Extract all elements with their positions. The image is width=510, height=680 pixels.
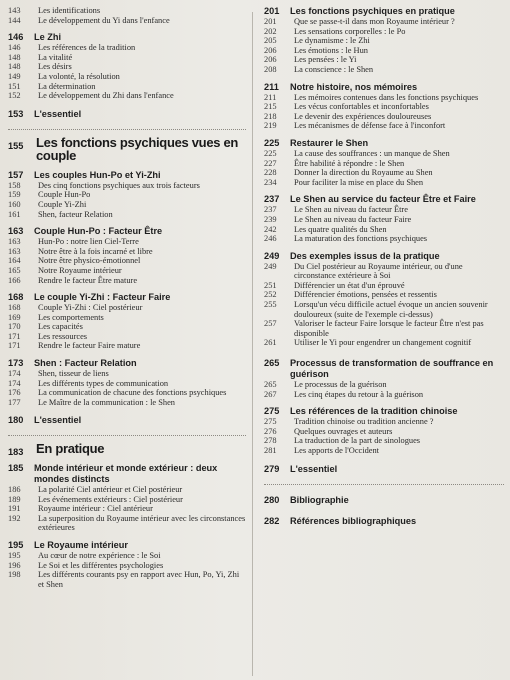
toc-section-heading[interactable] <box>264 464 504 475</box>
toc-entry[interactable] <box>264 281 504 291</box>
entry-title: Rendre le facteur Faire mature <box>38 341 141 351</box>
page-number: 144 <box>8 15 21 25</box>
entry-title: La détermination <box>38 81 96 91</box>
page-number: 183 <box>8 447 24 458</box>
toc-section-heading[interactable] <box>264 516 504 527</box>
page-number: 239 <box>264 214 277 224</box>
page-number: 198 <box>8 570 21 580</box>
entry-title: L'essentiel <box>290 463 338 474</box>
toc-entry[interactable] <box>8 82 246 92</box>
toc-entry[interactable] <box>264 178 504 188</box>
page-number: 155 <box>8 140 24 151</box>
entry-title: Notre histoire, nos mémoires <box>290 81 418 92</box>
entry-title: Le Shen au niveau du facteur Faire <box>294 214 412 224</box>
page-number: 208 <box>264 64 277 74</box>
page-number: 282 <box>264 515 280 526</box>
entry-title: Shen, tisseur de liens <box>38 369 109 379</box>
entry-title: Shen : Facteur Relation <box>34 358 137 369</box>
page-number: 163 <box>8 226 24 237</box>
page-number: 267 <box>264 389 277 399</box>
toc-section-heading[interactable] <box>8 170 246 181</box>
page-number: 168 <box>8 292 24 303</box>
toc-entry[interactable] <box>264 17 504 27</box>
toc-entry[interactable] <box>264 390 504 400</box>
toc-section-heading[interactable] <box>8 463 246 485</box>
toc-entry[interactable] <box>8 91 246 101</box>
entry-title: La communication de chacune des fonctions psychiques <box>38 388 227 398</box>
page-number: 242 <box>264 224 277 234</box>
toc-entry[interactable] <box>8 72 246 82</box>
page-number: 170 <box>8 322 21 332</box>
page-number: 169 <box>8 312 21 322</box>
toc-entry[interactable] <box>8 210 246 220</box>
page-number: 227 <box>264 158 277 168</box>
entry-title: Utiliser le Yi pour engendrer un changement cognitif <box>294 338 472 348</box>
entry-title: Shen, facteur Relation <box>38 209 113 219</box>
entry-title: Le couple Yi-Zhi : Facteur Faire <box>34 292 171 303</box>
toc-entry[interactable] <box>264 215 504 225</box>
page-number: 163 <box>8 246 21 256</box>
page-number: 151 <box>8 81 21 91</box>
page-number: 280 <box>264 494 280 505</box>
entry-title: Le Royaume intérieur <box>34 539 128 550</box>
toc-entry[interactable] <box>8 62 246 72</box>
toc-section-heading[interactable] <box>8 358 246 369</box>
page-number: 174 <box>8 378 21 388</box>
page-number: 189 <box>8 494 21 504</box>
entry-title: Le Shen au niveau du facteur Être <box>294 205 408 215</box>
entry-title: Les ressources <box>38 331 88 341</box>
page-number: 249 <box>264 261 277 271</box>
toc-entry[interactable] <box>264 300 504 319</box>
page-number: 202 <box>264 26 277 36</box>
toc-entry[interactable] <box>264 27 504 37</box>
toc-entry[interactable] <box>264 234 504 244</box>
entry-title: La volonté, la résolution <box>38 71 120 81</box>
entry-title: Les mémoires contenues dans les fonctions psychiques <box>294 92 479 102</box>
toc-entry[interactable] <box>8 276 246 286</box>
toc-entry[interactable] <box>264 102 504 112</box>
toc-entry[interactable] <box>8 495 246 505</box>
entry-title: L'essentiel <box>34 415 82 426</box>
toc-entry[interactable] <box>264 290 504 300</box>
toc-entry[interactable] <box>8 341 246 351</box>
entry-title: Le dynamisme : le Zhi <box>294 36 370 46</box>
toc-entry[interactable] <box>264 93 504 103</box>
toc-part-heading[interactable] <box>8 136 246 163</box>
page-number: 153 <box>8 108 24 119</box>
page-number: 152 <box>8 91 21 101</box>
entry-title: Les différents courants psy en rapport avec Hun, Po, Yi, Zhi et Shen <box>38 570 240 589</box>
toc-section-heading[interactable] <box>264 138 504 149</box>
page-number: 158 <box>8 180 21 190</box>
entry-title: Donner la direction du Royaume au Shen <box>294 168 433 178</box>
page-number: 160 <box>8 199 21 209</box>
page-number: 180 <box>8 415 24 426</box>
page-number: 206 <box>264 45 277 55</box>
toc-section-heading[interactable] <box>8 292 246 303</box>
entry-title: La polarité Ciel antérieur et Ciel postérieur <box>38 484 183 494</box>
page-number: 275 <box>264 406 280 417</box>
entry-title: La vitalité <box>38 52 73 62</box>
toc-section-heading[interactable] <box>8 540 246 551</box>
entry-title: Couple Hun-Po <box>38 190 91 200</box>
toc-entry[interactable] <box>8 388 246 398</box>
page-number: 166 <box>8 275 21 285</box>
page-number: 278 <box>264 436 277 446</box>
entry-title: Que se passe-t-il dans mon Royaume intérieur ? <box>294 17 455 26</box>
entry-title: Le Zhi <box>34 32 62 43</box>
page-number: 146 <box>8 43 21 53</box>
toc-entry[interactable] <box>8 200 246 210</box>
page-number: 257 <box>264 319 277 329</box>
toc-entry[interactable] <box>264 121 504 131</box>
entry-title: Les fonctions psychiques vues en couple <box>36 134 239 164</box>
toc-entry[interactable] <box>8 247 246 257</box>
entry-title: Les sensations corporelles : le Po <box>294 26 406 36</box>
page-number: 218 <box>264 111 277 121</box>
toc-section-heading[interactable] <box>8 415 246 426</box>
entry-title: La cause des souffrances : un manque de Shen <box>294 148 450 158</box>
page-number: 174 <box>8 369 21 379</box>
page-number: 177 <box>8 397 21 407</box>
entry-title: Les désirs <box>38 62 72 72</box>
entry-title: Tradition chinoise ou tradition ancienne ? <box>294 417 434 427</box>
page-number: 234 <box>264 177 277 187</box>
toc-section-heading[interactable] <box>264 358 504 380</box>
page-number: 225 <box>264 148 277 158</box>
entry-title: Des cinq fonctions psychiques aux trois facteurs <box>38 180 200 190</box>
entry-title: Le processus de la guérison <box>294 380 387 390</box>
page-number: 165 <box>8 265 21 275</box>
entry-title: Les apports de l'Occident <box>294 446 379 455</box>
entry-title: Le Shen au service du facteur Être et Faire <box>290 194 476 205</box>
toc-section-heading[interactable] <box>264 251 504 262</box>
entry-title: En pratique <box>36 441 105 457</box>
toc-entry[interactable] <box>264 446 504 456</box>
entry-title: Couple Yi-Zhi : Ciel postérieur <box>38 303 143 313</box>
entry-title: Les différents types de communication <box>38 378 169 388</box>
toc-entry[interactable] <box>8 570 246 589</box>
entry-title: Les cinq étapes du retour à la guérison <box>294 389 424 399</box>
entry-title: Les fonctions psychiques en pratique <box>290 6 455 16</box>
toc-left-column <box>8 6 246 589</box>
entry-title: Couple Hun-Po : Facteur Être <box>34 226 163 237</box>
toc-entry[interactable] <box>8 303 246 313</box>
page-number: 251 <box>264 280 277 290</box>
entry-title: Les références de la tradition chinoise <box>290 406 458 417</box>
toc-entry[interactable] <box>264 205 504 215</box>
toc-section-heading[interactable] <box>8 226 246 237</box>
page-number: 219 <box>264 121 277 131</box>
toc-entry[interactable] <box>264 427 504 437</box>
toc-entry[interactable] <box>8 53 246 63</box>
entry-title: Les événements extérieurs : Ciel postérieur <box>38 494 183 504</box>
entry-title: Pour faciliter la mise en place du Shen <box>294 177 424 187</box>
page-number: 206 <box>264 55 277 65</box>
page-number: 211 <box>264 81 279 92</box>
entry-title: Les couples Hun-Po et Yi-Zhi <box>34 169 161 180</box>
toc-entry[interactable] <box>264 338 504 348</box>
entry-title: Les quatre qualités du Shen <box>294 224 387 234</box>
page-number: 205 <box>264 36 277 46</box>
page-number: 195 <box>8 539 24 550</box>
section-divider <box>8 435 246 436</box>
toc-section-heading[interactable] <box>264 6 504 17</box>
toc-entry[interactable] <box>264 168 504 178</box>
entry-title: Couple Yi-Zhi <box>38 199 87 209</box>
page-number: 192 <box>8 513 21 523</box>
entry-title: Au cœur de notre expérience : le Soi <box>38 550 161 560</box>
entry-title: Le Maître de la communication : le Shen <box>38 397 175 407</box>
toc-entry[interactable] <box>8 485 246 495</box>
entry-title: Les capacités <box>38 322 83 332</box>
entry-title: Les vécus confortables et inconfortables <box>294 102 429 112</box>
entry-title: La conscience : le Shen <box>294 64 374 74</box>
page-number: 246 <box>264 234 277 244</box>
toc-section-heading[interactable] <box>264 406 504 417</box>
page-number: 237 <box>264 205 277 215</box>
toc-entry[interactable] <box>8 379 246 389</box>
page-number: 228 <box>264 168 277 178</box>
entry-title: Rendre le facteur Être mature <box>38 275 138 285</box>
page-number: 281 <box>264 446 277 455</box>
toc-entry[interactable] <box>264 55 504 65</box>
page-number: 191 <box>8 504 21 514</box>
entry-title: La maturation des fonctions psychiques <box>294 234 428 244</box>
entry-title: Le Soi et les différentes psychologies <box>38 560 164 570</box>
toc-entry[interactable] <box>8 266 246 276</box>
section-divider <box>264 484 504 485</box>
toc-section-heading[interactable] <box>8 32 246 43</box>
toc-entry[interactable] <box>8 369 246 379</box>
page-number: 146 <box>8 32 24 43</box>
entry-title: Bibliographie <box>290 494 349 505</box>
toc-entry[interactable] <box>264 225 504 235</box>
page-number: 215 <box>264 102 277 112</box>
toc-entry[interactable] <box>8 322 246 332</box>
page-number: 195 <box>8 550 21 560</box>
column-divider <box>252 12 253 676</box>
entry-title: Du Ciel postérieur au Royaume intérieur, ou d'une circonstance extérieure à Soi <box>294 261 463 281</box>
toc-right-column <box>264 6 504 527</box>
entry-title: Les références de la tradition <box>38 43 136 53</box>
page-number: 148 <box>8 62 21 72</box>
entry-title: Des exemples issus de la pratique <box>290 250 440 261</box>
page-number: 211 <box>264 92 277 102</box>
entry-title: Les pensées : le Yi <box>294 55 357 65</box>
entry-title: Lorsqu'un vécu difficile actuel évoque un ancien souvenir douloureux (suite de l'exemple ci-dessus) <box>294 300 488 319</box>
toc-entry[interactable] <box>8 256 246 266</box>
page-number: 161 <box>8 209 21 219</box>
entry-title: Monde intérieur et monde extérieur : deux mondes distincts <box>34 462 218 484</box>
entry-title: Être habilité à répondre : le Shen <box>294 158 405 168</box>
entry-title: Hun-Po : notre lien Ciel-Terre <box>38 237 139 247</box>
page-number: 201 <box>264 6 280 16</box>
entry-title: L'essentiel <box>34 108 82 119</box>
entry-title: Notre Royaume intérieur <box>38 265 122 275</box>
entry-title: Différencier émotions, pensées et ressentis <box>294 290 437 300</box>
toc-entry[interactable] <box>264 417 504 427</box>
entry-title: Différencier un état d'un éprouvé <box>294 280 405 290</box>
toc-section-heading[interactable] <box>264 82 504 93</box>
entry-title: Notre être à la fois incarné et libre <box>38 246 153 256</box>
entry-title: Notre être physico-émotionnel <box>38 256 141 266</box>
entry-title: La superposition du Royaume intérieur avec les circonstances extérieures <box>38 513 246 533</box>
page-number: 249 <box>264 250 280 261</box>
page-number: 255 <box>264 300 277 310</box>
toc-entry[interactable] <box>8 514 246 533</box>
toc-entry[interactable] <box>264 380 504 390</box>
entry-title: La traduction de la part de sinologues <box>294 436 421 446</box>
entry-title: Le devenir des expériences douloureuses <box>294 111 432 121</box>
page-number: 173 <box>8 358 24 369</box>
page-number: 276 <box>264 426 277 436</box>
toc-entry[interactable] <box>264 319 504 338</box>
entry-title: Références bibliographiques <box>290 515 417 526</box>
entry-title: Les comportements <box>38 312 104 322</box>
toc-entry[interactable] <box>8 43 246 53</box>
page-number: 163 <box>8 237 21 247</box>
toc-entry[interactable] <box>264 65 504 75</box>
entry-title: Le développement du Zhi dans l'enfance <box>38 91 174 101</box>
page-number: 168 <box>8 303 21 313</box>
entry-title: Le développement du Yi dans l'enfance <box>38 15 170 25</box>
page-number: 171 <box>8 341 21 351</box>
toc-entry[interactable] <box>264 112 504 122</box>
entry-title: Les émotions : le Hun <box>294 45 368 55</box>
entry-title: Quelques ouvrages et auteurs <box>294 426 393 436</box>
toc-part-heading[interactable] <box>8 442 246 456</box>
entry-title: Restaurer le Shen <box>290 137 369 148</box>
page-number: 279 <box>264 463 280 474</box>
toc-entry[interactable] <box>8 504 246 514</box>
page-number: 237 <box>264 194 280 205</box>
toc-entry[interactable] <box>8 181 246 191</box>
page-number: 186 <box>8 484 21 494</box>
page-number: 196 <box>8 560 21 570</box>
page-number: 265 <box>264 380 277 390</box>
section-divider <box>8 129 246 130</box>
page-number: 201 <box>264 17 277 26</box>
page-number: 176 <box>8 388 21 398</box>
page-number: 261 <box>264 338 277 348</box>
toc-entry[interactable] <box>8 561 246 571</box>
page-number: 171 <box>8 331 21 341</box>
page-number: 159 <box>8 190 21 200</box>
entry-title: Les identifications <box>38 6 101 15</box>
entry-title: Valoriser le facteur Faire lorsque le facteur Être n'est pas disponible <box>294 319 484 338</box>
toc-entry[interactable] <box>8 6 246 16</box>
toc-entry[interactable] <box>8 332 246 342</box>
toc-entry[interactable] <box>8 16 246 26</box>
page-number: 265 <box>264 358 280 369</box>
toc-entry[interactable] <box>8 551 246 561</box>
entry-title: Les mécanismes de défense face à l'inconfort <box>294 121 446 131</box>
toc-entry[interactable] <box>8 237 246 247</box>
page-number: 149 <box>8 71 21 81</box>
toc-entry[interactable] <box>264 46 504 56</box>
page-number: 275 <box>264 417 277 427</box>
page-number: 225 <box>264 137 280 148</box>
toc-section-heading[interactable] <box>264 194 504 205</box>
entry-title: Royaume intérieur : Ciel antérieur <box>38 504 153 514</box>
page-number: 252 <box>264 290 277 300</box>
toc-entry[interactable] <box>264 149 504 159</box>
toc-section-heading[interactable] <box>264 495 504 506</box>
page-number: 185 <box>8 462 24 473</box>
page-number: 157 <box>8 169 24 180</box>
page-number: 164 <box>8 256 21 266</box>
entry-title: Processus de transformation de souffrance en guérison <box>290 358 494 380</box>
toc-entry[interactable] <box>264 36 504 46</box>
toc-entry[interactable] <box>264 262 504 281</box>
toc-entry[interactable] <box>8 313 246 323</box>
page-number: 143 <box>8 6 21 15</box>
page-number: 148 <box>8 52 21 62</box>
toc-entry[interactable] <box>264 159 504 169</box>
toc-entry[interactable] <box>8 190 246 200</box>
toc-section-heading[interactable] <box>8 109 246 120</box>
toc-entry[interactable] <box>8 398 246 408</box>
toc-entry[interactable] <box>264 436 504 446</box>
